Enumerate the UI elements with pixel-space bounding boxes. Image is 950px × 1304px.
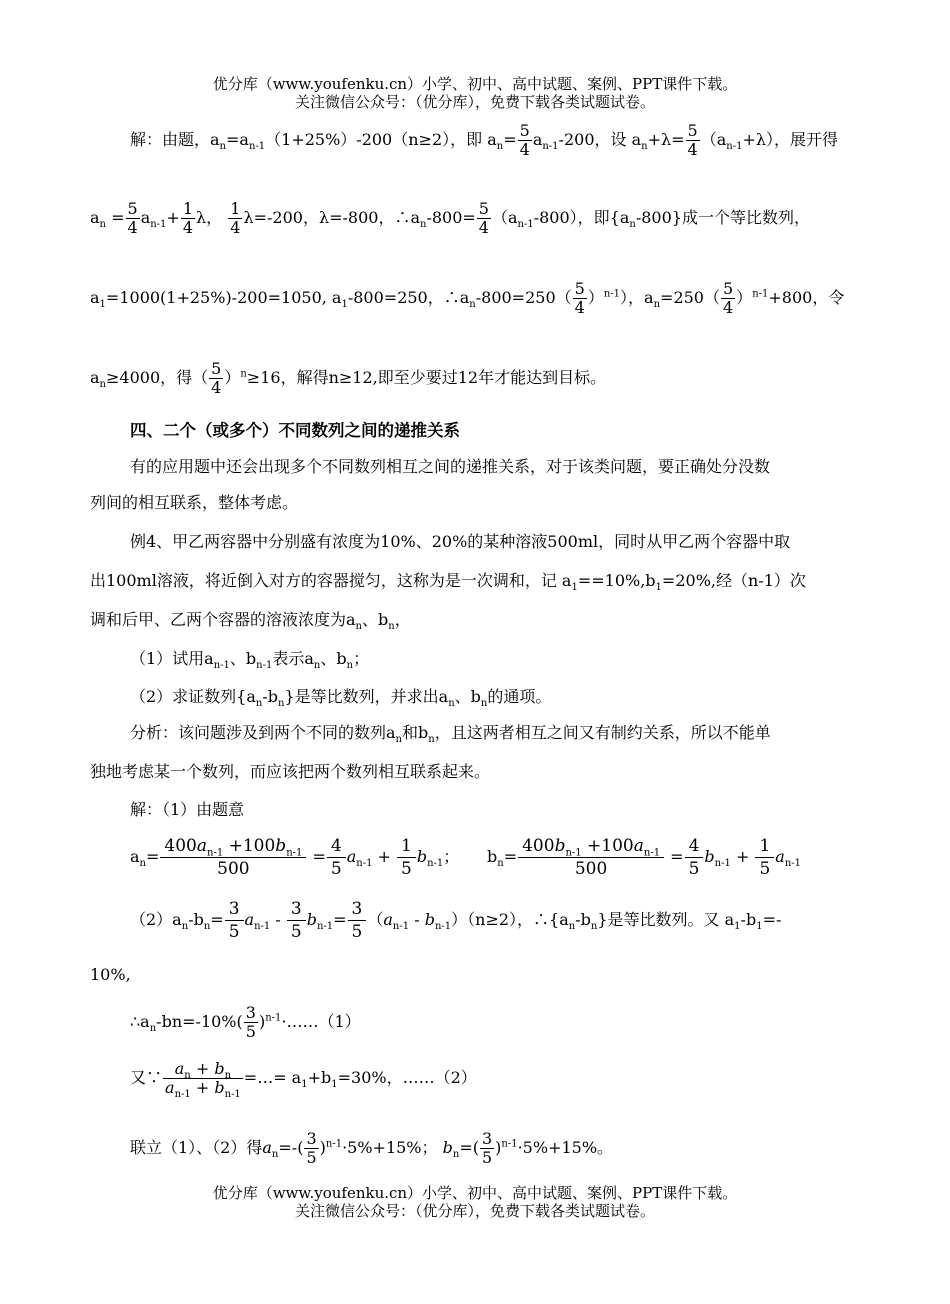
example-line-3: 调和后甲、乙两个容器的溶液浓度为$a_n$、$b_n$， [90, 610, 411, 633]
solution-line-4: $a_n\ge 4000$，得（ $\frac{5}{4}$ ）$^n$≥16，解得n≥12,即至少要过12年才能达到目标。 [90, 359, 607, 397]
example-line-2: 出100ml溶液，将近倒入对方的容器搅匀，这称为是一次调和，记 $a_1==10\%,b_1=20\%$,经（n-1）次 [90, 571, 806, 594]
fraction-5-4: $\frac{5}{4}$ [127, 199, 138, 237]
footer-line-1: 优分库（www.youfenku.cn）小学、初中、高中试题、案例、PPT课件下载。 [212, 1184, 738, 1202]
part2-line-2: 10%, [90, 965, 131, 984]
fraction-3-5: $\frac{3}{5}$ [481, 1129, 493, 1167]
fraction-1-4: $\frac{1}{4}$ [230, 199, 241, 237]
recurrence-an: $a_n=$ $\frac{400a_{n-1} +100b_{n-1}}{500}$ = $\frac{4}{5}$ $a_{n-1}$ + $\frac{1}{5}$ $b_{n-1}$； [130, 836, 460, 879]
fraction-5-4: $\frac{5}{4}$ [574, 279, 585, 317]
fraction-4-5: $\frac{4}{5}$ [327, 835, 346, 880]
intro-line-2: 列间的相互联系，整体考虑。 [90, 493, 299, 512]
fraction-1-4: $\frac{1}{4}$ [182, 199, 194, 237]
analysis-line-2: 独地考虑某一个数列，而应该把两个数列相互联系起来。 [90, 762, 491, 781]
header-line-1: 优分库（www.youfenku.cn）小学、初中、高中试题、案例、PPT课件下载。 [212, 75, 738, 93]
solution-line-3: $a_1=1000(1+25\%)-200=1050$, $a_1-800=250$，$\therefore a_n-800=250$（ $\frac{5}{4}$ ）$^{n-1}$），$a_n=250$（ $\frac{5}{4}$ ）$^{n-1}$+800，令 [90, 279, 845, 317]
fraction-5-4: $\frac{5}{4}$ [722, 279, 734, 317]
fraction-1-5: $\frac{1}{5}$ [755, 835, 774, 880]
fraction-sum-ratio: $\frac{a_n + b_n}{a_{n-1} + b_{n-1}}$ [165, 1059, 241, 1101]
final-result: 联立（1）、（2）得$a_n=-$( $\frac{3}{5}$ )$^{n-1}$·5%+15%； $b_n=$( $\frac{3}{5}$ )$^{n-1}$·5%+15%。 [130, 1129, 614, 1167]
solution-line-2: $a_n$ = $\frac{5}{4}$ $a_{n-1}+$ $\frac{1}{4}$ λ， $\frac{1}{4}$ λ=-200，λ=-800，$\therefore a_n-800=$ $\frac{5}{4}$ $(a_{n-1}-800)$，即$\{a_n-800\}$成一个等比数列， [90, 199, 810, 237]
fraction-an-recurrence: $\frac{400a_{n-1} +100b_{n-1}}{500}$ [160, 835, 306, 880]
fraction-5-4: $\frac{5}{4}$ [478, 199, 489, 237]
solution-heading: 解：（1）由题意 [130, 800, 245, 819]
fraction-5-4: $\frac{5}{4}$ [211, 359, 222, 397]
example-line-1: 例4、甲乙两容器中分别盛有浓度为10%、20%的某种溶液500ml，同时从甲乙两个容器中取 [130, 532, 791, 551]
fraction-3-5: $\frac{3}{5}$ [348, 898, 367, 943]
fraction-5-4: $\frac{5}{4}$ [519, 121, 530, 159]
fraction-4-5: $\frac{4}{5}$ [685, 835, 704, 880]
fraction-3-5: $\frac{3}{5}$ [287, 898, 306, 943]
fraction-3-5: $\frac{3}{5}$ [225, 898, 244, 943]
fraction-5-4: $\frac{5}{4}$ [687, 121, 698, 159]
fraction-1-5: $\frac{1}{5}$ [397, 835, 416, 880]
solution-line-1: 解：由题，$a_n=a_{n-1}(1+25\%)-200(n\ge 2)$，即 $a_n=$ $\frac{5}{4}$ $a_{n-1}-200$，设 $a_n+\lambda=$ $\frac{5}{4}$ $(a_{n-1}+\lambda)$，展开得 [130, 121, 839, 159]
recurrence-bn: $b_n=$ $\frac{400b_{n-1} +100a_{n-1}}{500}$ = $\frac{4}{5}$ $b_{n-1}$ + $\frac{1}{5}$ $a_{n-1}$ [487, 836, 801, 879]
fraction-bn-recurrence: $\frac{400b_{n-1} +100a_{n-1}}{500}$ [518, 835, 664, 880]
header-line-2: 关注微信公众号：（优分库），免费下载各类试题试卷。 [294, 93, 655, 111]
equation-1: $\therefore a_n-bn=-10\%$( $\frac{3}{5}$ )$^{n-1}$·……（1） [130, 1003, 361, 1041]
question-1: （1）试用$a_{n-1}$、$b_{n-1}$表示$a_n$、$b_n$； [130, 649, 370, 672]
equation-2: 又∵ $\frac{a_n + b_n}{a_{n-1} + b_{n-1}}$ =…= $a_1+b_1=30\%$，……（2） [130, 1059, 477, 1101]
fraction-3-5: $\frac{3}{5}$ [245, 1003, 256, 1041]
part2-line-1: $(2)a_n-b_n=$ $\frac{3}{5}$ $a_{n-1}$ - $\frac{3}{5}$ $b_{n-1}=$ $\frac{3}{5}$ $(a_{n-1} - b_{n-1})(n\ge 2)$，$\therefore\{a_n-b_n\}$是等比数列。又 $a_1-b_1=-$ [130, 899, 782, 942]
footer-line-2: 关注微信公众号：（优分库），免费下载各类试题试卷。 [294, 1202, 655, 1220]
section-heading: 四、二个（或多个）不同数列之间的递推关系 [130, 421, 460, 440]
intro-line-1: 有的应用题中还会出现多个不同数列相互之间的递推关系，对于该类问题，要正确处分没数 [130, 457, 771, 476]
fraction-3-5: $\frac{3}{5}$ [306, 1129, 317, 1167]
question-2: （2）求证数列$\{a_n-b_n\}$是等比数列，并求出$a_n$、$b_n$的通项。 [130, 687, 552, 710]
analysis-line-1: 分析：该问题涉及到两个不同的数列$a_n$和$b_n$，且这两者相互之间又有制约关系，所以不能单 [130, 723, 771, 746]
